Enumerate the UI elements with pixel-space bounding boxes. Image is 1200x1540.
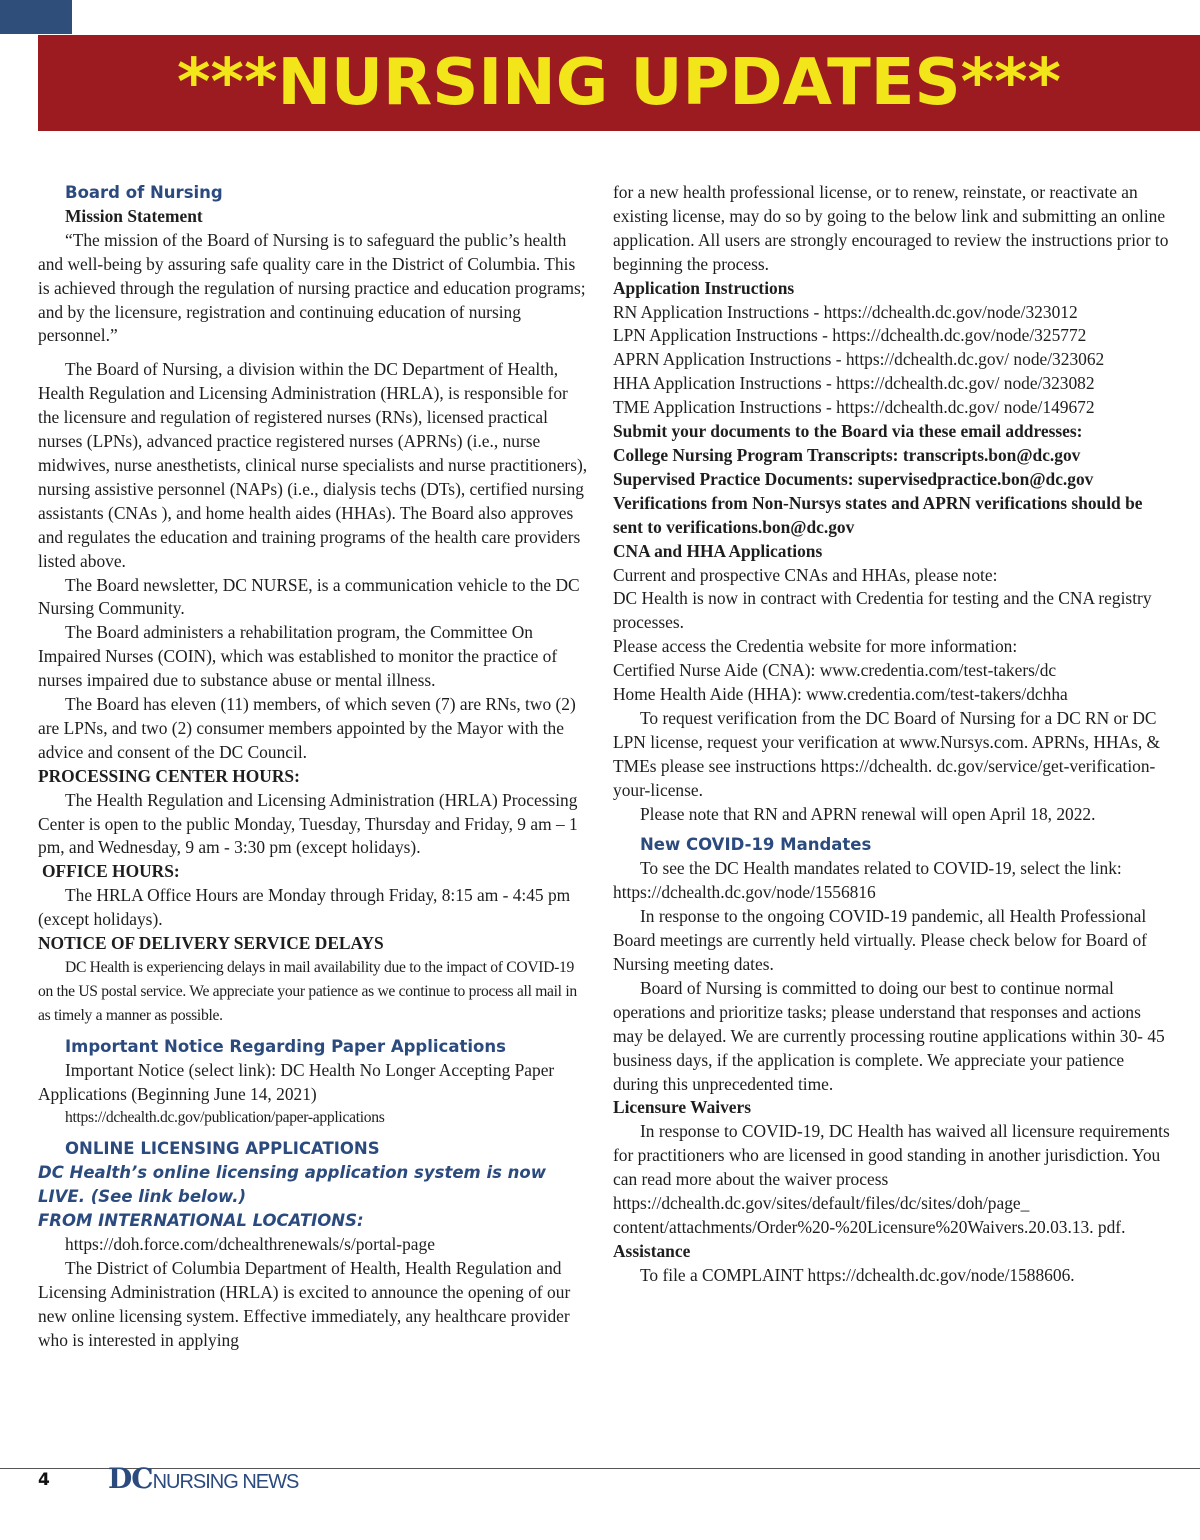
covid-mandates-heading: New COVID-19 Mandates <box>640 835 872 855</box>
board-description: The Board of Nursing, a division within the DC Department of Health, Health Regulation and Licensing Administration (HRLA), is responsible for the licensure and regulation of registered nurses (RNs), licensed practical nurses (LPNs), advanced practice registered nurses (APRNs) (i.e., nurse midwives, nurse anesthetists, clinical nurse specialists and nurse practitioners), nursing assistive personnel (NAPs) (i.e., dialysis techs (DTs), certified nursing assistants (CNAs ), and home health aides (HHAs). The Board also approves and regulates the education and training programs of the health care providers listed above. <box>38 359 588 571</box>
hha-credentia-link[interactable]: Home Health Aide (HHA): www.credentia.com/test-takers/dchha <box>613 684 1068 705</box>
tme-instructions-link[interactable]: TME Application Instructions - https://dchealth.dc.gov/ node/149672 <box>613 397 1095 418</box>
transcripts-email: College Nursing Program Transcripts: transcripts.bon@dc.gov <box>613 444 1081 465</box>
members-text: The Board has eleven (11) members, of which seven (7) are RNs, two (2) are LPNs, and two (2) consumer members appointed by the Mayor with the advice and consent of the DC Council. <box>38 694 576 762</box>
mission-heading: Mission Statement <box>65 205 203 226</box>
virtual-meetings-text: In response to the ongoing COVID-19 pandemic, all Health Professional Board meetings are currently held virtually. Please check below for Board of Nursing meeting dates. <box>613 906 1147 974</box>
credentia-contract-text: DC Health is now in contract with Credentia for testing and the CNA registry processes. <box>613 588 1152 633</box>
supervised-practice-email: Supervised Practice Documents: supervisedpractice.bon@dc.gov <box>613 468 1094 489</box>
aprn-instructions-link[interactable]: APRN Application Instructions - https://dchealth.dc.gov/ node/323062 <box>613 349 1105 370</box>
newsletter-logo <box>108 1462 298 1495</box>
logo-dc: DC <box>108 1462 153 1495</box>
verification-text: To request verification from the DC Board of Nursing for a DC RN or DC LPN license, request your verification at www.Nursys.com. APRNs, HHAs, & TMEs please see instructions https://dchealth. dc.gov/service/get-verification-your-license. <box>613 707 1161 800</box>
delivery-text: DC Health is experiencing delays in mail availability due to the impact of COVID-19 on the US postal service. We appreciate your patience as we continue to process all mail in as timely a manner as possible. <box>38 959 577 1024</box>
left-column <box>38 181 588 1353</box>
portal-link[interactable]: https://doh.force.com/dchealthrenewals/s/portal-page <box>65 1233 435 1254</box>
cna-credentia-link[interactable]: Certified Nurse Aide (CNA): www.credentia.com/test-takers/dc <box>613 660 1057 681</box>
credentia-access-text: Please access the Credentia website for more information: <box>613 636 1018 657</box>
board-heading: Board of Nursing <box>65 183 223 202</box>
page-title: ***NURSING UPDATES*** <box>177 46 1061 120</box>
processing-text: The Health Regulation and Licensing Administration (HRLA) Processing Center is open to the public Monday, Tuesday, Thursday and Friday, 9 am – 1 pm, and Wednesday, 9 am - 3:30 pm (except holidays). <box>38 789 578 858</box>
hha-instructions-link[interactable]: HHA Application Instructions - https://dchealth.dc.gov/ node/323082 <box>613 373 1095 394</box>
paper-applications-heading: Important Notice Regarding Paper Applications <box>65 1036 506 1056</box>
continued-text: for a new health professional license, or to renew, reinstate, or reactivate an existing license, may do so by going to the below link and submitting an online application. All users are strongly encouraged to review the instructions prior to beginning the process. <box>613 182 1169 274</box>
page-number: 4 <box>38 1470 50 1490</box>
mission-text: “The mission of the Board of Nursing is to safeguard the public’s health and well-being by assuring safe quality care in the District of Columbia. This is achieved through the regulation of nursing practice and education programs; and by the licensure, registration and continuing education of nursing personnel.” <box>38 229 586 346</box>
office-text: The HRLA Office Hours are Monday through Friday, 8:15 am - 4:45 pm (except holidays). <box>38 885 571 930</box>
cna-hha-heading: CNA and HHA Applications <box>613 540 823 561</box>
office-heading: OFFICE HOURS: <box>42 861 180 882</box>
submit-documents-heading: Submit your documents to the Board via these email addresses: <box>613 421 1083 442</box>
coin-text: The Board administers a rehabilitation program, the Committee On Impaired Nurses (COIN), which was established to monitor the practice of nurses impaired due to substance abuse or mental illness. <box>38 622 558 691</box>
international-heading: FROM INTERNATIONAL LOCATIONS: <box>38 1211 364 1231</box>
application-instructions-heading: Application Instructions <box>613 277 795 298</box>
complaint-text: To file a COMPLAINT https://dchealth.dc.gov/node/1588606. <box>640 1264 1075 1285</box>
online-licensing-heading: ONLINE LICENSING APPLICATIONS <box>65 1139 380 1159</box>
licensure-waivers-text: In response to COVID-19, DC Health has waived all licensure requirements for practitioners who are licensed in good standing in another jurisdiction. You can read more about the waiver process https://dchealth.dc.gov/sites/default/files/dc/sites/doh/page_ content/attachments/Order%20-%20Licensure%20Waivers.20.03.13. pdf. <box>613 1121 1170 1237</box>
processing-heading: PROCESSING CENTER HOURS: <box>38 765 300 786</box>
right-column <box>613 181 1173 1288</box>
logo-nursing-news: NURSING NEWS <box>152 1471 299 1493</box>
rn-instructions-link[interactable]: RN Application Instructions - https://dchealth.dc.gov/node/323012 <box>613 301 1078 322</box>
operations-text: Board of Nursing is committed to doing our best to continue normal operations and prioritize tasks; please understand that responses and actions may be delayed. We are currently processing routine applications within 30- 45 business days, if the application is complete. We appreciate your patience during this unprecedented time. <box>613 977 1165 1094</box>
lpn-instructions-link[interactable]: LPN Application Instructions - https://dchealth.dc.gov/node/325772 <box>613 325 1087 346</box>
corner-tab <box>0 0 72 34</box>
delivery-heading: NOTICE OF DELIVERY SERVICE DELAYS <box>38 933 384 954</box>
renewal-notice: Please note that RN and APRN renewal will open April 18, 2022. <box>640 803 1096 824</box>
cna-note: Current and prospective CNAs and HHAs, please note: <box>613 564 998 585</box>
online-live-notice: DC Health’s online licensing application system is now LIVE. (See link below.) <box>38 1163 547 1207</box>
verifications-email: Verifications from Non-Nursys states and APRN verifications should be sent to verifications.bon@dc.gov <box>613 492 1143 537</box>
header-banner <box>38 35 1200 131</box>
newsletter-text: The Board newsletter, DC NURSE, is a communication vehicle to the DC Nursing Community. <box>38 574 580 619</box>
covid-mandates-text: To see the DC Health mandates related to COVID-19, select the link: https://dchealth.dc.gov/node/1556816 <box>613 858 1122 903</box>
assistance-heading: Assistance <box>613 1240 691 1261</box>
paper-applications-link[interactable]: https://dchealth.dc.gov/publication/paper-applications <box>65 1109 385 1127</box>
licensure-waivers-heading: Licensure Waivers <box>613 1097 751 1118</box>
paper-applications-text: Important Notice (select link): DC Health No Longer Accepting Paper Applications (Beginning June 14, 2021) <box>38 1059 555 1104</box>
online-licensing-text: The District of Columbia Department of Health, Health Regulation and Licensing Administration (HRLA) is excited to announce the opening of our new online licensing system. Effective immediately, any healthcare provider who is interested in applying <box>38 1257 571 1350</box>
